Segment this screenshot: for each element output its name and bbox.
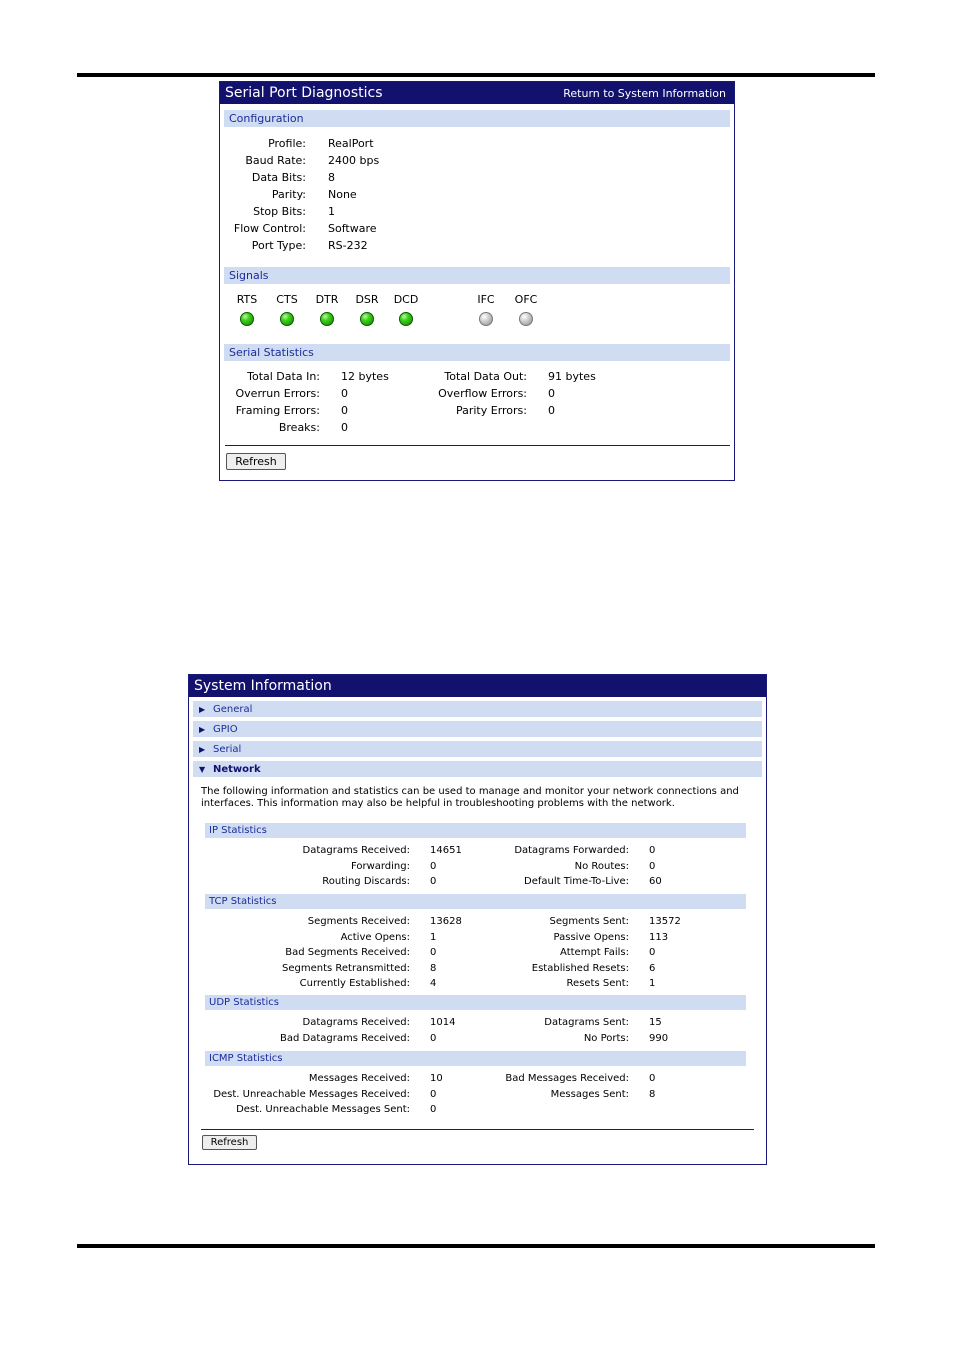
config-label: Baud Rate:	[245, 154, 306, 167]
stat-value: 0	[430, 876, 437, 887]
config-label: Flow Control:	[233, 222, 306, 235]
signal-label: IFC	[477, 293, 495, 306]
network-refresh-button[interactable]: Refresh	[202, 1135, 257, 1150]
stat-label: Passive Opens:	[553, 931, 629, 943]
stat-label: No Ports:	[583, 1032, 629, 1044]
stat-value: 1	[649, 978, 656, 989]
config-label: Profile:	[268, 137, 306, 150]
serial-diagnostics-panel	[219, 81, 735, 481]
stat-value: 990	[649, 1032, 669, 1044]
config-label: Data Bits:	[251, 171, 306, 184]
stat-value: 0	[430, 1032, 437, 1044]
section-serial[interactable]	[193, 741, 762, 757]
stat-label: Routing Discards:	[322, 876, 410, 887]
stat-value: 1	[430, 931, 437, 943]
serial-stat-value: 0	[548, 404, 555, 417]
serial-stat-value: 0	[341, 404, 348, 417]
stat-label: Messages Sent:	[550, 1088, 629, 1100]
stat-value: 0	[430, 1088, 437, 1100]
stat-label: Segments Received:	[307, 916, 410, 927]
stat-value: 4	[430, 978, 437, 989]
triangle-right-icon: ▶	[199, 704, 206, 714]
serial-diagnostics-titlebar	[220, 82, 734, 104]
stat-value: 13628	[430, 916, 462, 927]
signal-dsr	[349, 293, 385, 326]
stat-value: 1014	[430, 1017, 456, 1028]
stat-value: 0	[649, 845, 656, 856]
stat-label: No Routes:	[574, 860, 629, 872]
config-value: 8	[328, 171, 335, 184]
config-value: 1	[328, 205, 335, 218]
page-title: Serial Port Diagnostics	[225, 85, 383, 101]
stat-label: Bad Segments Received:	[285, 947, 410, 958]
top-rule	[77, 73, 875, 77]
serial-stat-label: Overrun Errors:	[235, 387, 320, 400]
triangle-right-icon: ▶	[199, 744, 206, 754]
signal-ifc	[468, 293, 504, 326]
stat-value: 6	[649, 962, 656, 974]
stat-label: Datagrams Received:	[302, 1017, 410, 1028]
serial-stat-label: Parity Errors:	[455, 404, 527, 417]
stat-value: 0	[649, 860, 656, 872]
config-value: RS-232	[328, 239, 368, 252]
system-information-panel	[188, 674, 767, 1165]
udp-statistics-header: UDP Statistics	[205, 995, 746, 1010]
stat-label: Dest. Unreachable Messages Sent:	[236, 1104, 410, 1115]
stat-label: Datagrams Sent:	[544, 1017, 629, 1028]
section-serial-label: Serial	[213, 743, 242, 755]
stat-value: 8	[430, 962, 437, 974]
system-information-title: System Information	[194, 678, 332, 694]
serial-stat-label: Total Data In:	[247, 370, 320, 383]
stat-label: Datagrams Forwarded:	[514, 845, 629, 856]
stat-label: Forwarding:	[350, 860, 410, 872]
divider	[225, 445, 730, 446]
stat-label: Attempt Fails:	[560, 947, 629, 958]
stat-value: 113	[649, 931, 669, 943]
stat-value: 13572	[649, 916, 681, 927]
stat-label: Datagrams Received:	[302, 845, 410, 856]
return-to-system-information-link[interactable]: Return to System Information	[563, 86, 726, 100]
signal-label: RTS	[236, 293, 258, 306]
configuration-header: Configuration	[224, 110, 730, 127]
stat-value: 0	[649, 947, 656, 958]
signal-led-icon	[240, 312, 254, 326]
stat-value: 15	[649, 1017, 662, 1028]
stat-value: 0	[649, 1073, 656, 1084]
stat-label: Dest. Unreachable Messages Received:	[213, 1088, 410, 1100]
stat-label: Active Opens:	[340, 931, 410, 943]
network-intro-text: The following information and statistics can be used to manage and monitor your network connections and interfaces. This information may also be helpful in troubleshooting problems with the network.	[201, 786, 739, 809]
stat-label: Currently Established:	[299, 978, 410, 989]
triangle-right-icon: ▶	[199, 724, 206, 734]
system-information-titlebar	[189, 675, 766, 697]
section-general[interactable]	[193, 701, 762, 717]
signal-cts	[269, 293, 305, 326]
section-network[interactable]	[193, 761, 762, 777]
section-gpio-label: GPIO	[213, 723, 238, 735]
serial-stat-label: Framing Errors:	[235, 404, 320, 417]
serial-stat-label: Overflow Errors:	[438, 387, 527, 400]
signal-ofc	[508, 293, 544, 326]
stat-label: Segments Sent:	[549, 916, 629, 927]
serial-stat-value: 0	[548, 387, 555, 400]
config-label: Port Type:	[251, 239, 306, 252]
stat-value: 60	[649, 876, 662, 887]
signal-led-icon	[479, 312, 493, 326]
config-value: Software	[328, 222, 377, 235]
stat-value: 0	[430, 947, 437, 958]
serial-stat-value: 0	[341, 421, 348, 434]
signals-header: Signals	[224, 267, 730, 284]
stat-label: Default Time-To-Live:	[524, 876, 629, 887]
serial-stat-value: 0	[341, 387, 348, 400]
config-value: RealPort	[328, 137, 374, 150]
stat-label: Established Resets:	[531, 962, 629, 974]
ip-statistics-header: IP Statistics	[205, 823, 746, 838]
signal-led-icon	[360, 312, 374, 326]
signal-label: CTS	[276, 293, 298, 306]
serial-stat-label: Breaks:	[278, 421, 320, 434]
tcp-statistics-header: TCP Statistics	[205, 894, 746, 909]
stat-label: Messages Received:	[308, 1073, 410, 1084]
triangle-down-icon: ▼	[199, 764, 206, 774]
section-general-label: General	[213, 703, 253, 715]
stat-label: Resets Sent:	[566, 978, 629, 989]
serial-stat-value: 91 bytes	[548, 370, 596, 383]
signal-dtr	[309, 293, 345, 326]
stat-label: Bad Messages Received:	[505, 1073, 629, 1084]
stat-label: Bad Datagrams Received:	[280, 1032, 410, 1044]
signal-led-icon	[399, 312, 413, 326]
config-label: Stop Bits:	[253, 205, 306, 218]
serial-stat-label: Total Data Out:	[444, 370, 527, 383]
signal-led-icon	[280, 312, 294, 326]
stat-label: Segments Retransmitted:	[282, 962, 410, 974]
stat-value: 14651	[430, 845, 462, 856]
signal-dcd	[388, 293, 424, 326]
bottom-rule	[77, 1244, 875, 1248]
signal-rts	[229, 293, 265, 326]
stat-value: 10	[430, 1073, 443, 1084]
config-label: Parity:	[271, 188, 306, 201]
serial-stat-value: 12 bytes	[341, 370, 389, 383]
section-network-label: Network	[213, 763, 261, 775]
stat-value: 0	[430, 1104, 437, 1115]
signal-label: OFC	[514, 293, 538, 306]
signal-label: DCD	[393, 293, 419, 306]
config-value: None	[328, 188, 357, 201]
stat-value: 8	[649, 1088, 656, 1100]
refresh-button[interactable]: Refresh	[226, 453, 286, 470]
signal-label: DSR	[355, 293, 379, 306]
divider	[201, 1129, 754, 1130]
signal-label: DTR	[315, 293, 339, 306]
config-value: 2400 bps	[328, 154, 380, 167]
icmp-statistics-header: ICMP Statistics	[205, 1051, 746, 1066]
signal-led-icon	[519, 312, 533, 326]
stat-value: 0	[430, 860, 437, 872]
section-gpio[interactable]	[193, 721, 762, 737]
signal-led-icon	[320, 312, 334, 326]
serial-statistics-header: Serial Statistics	[224, 344, 730, 361]
